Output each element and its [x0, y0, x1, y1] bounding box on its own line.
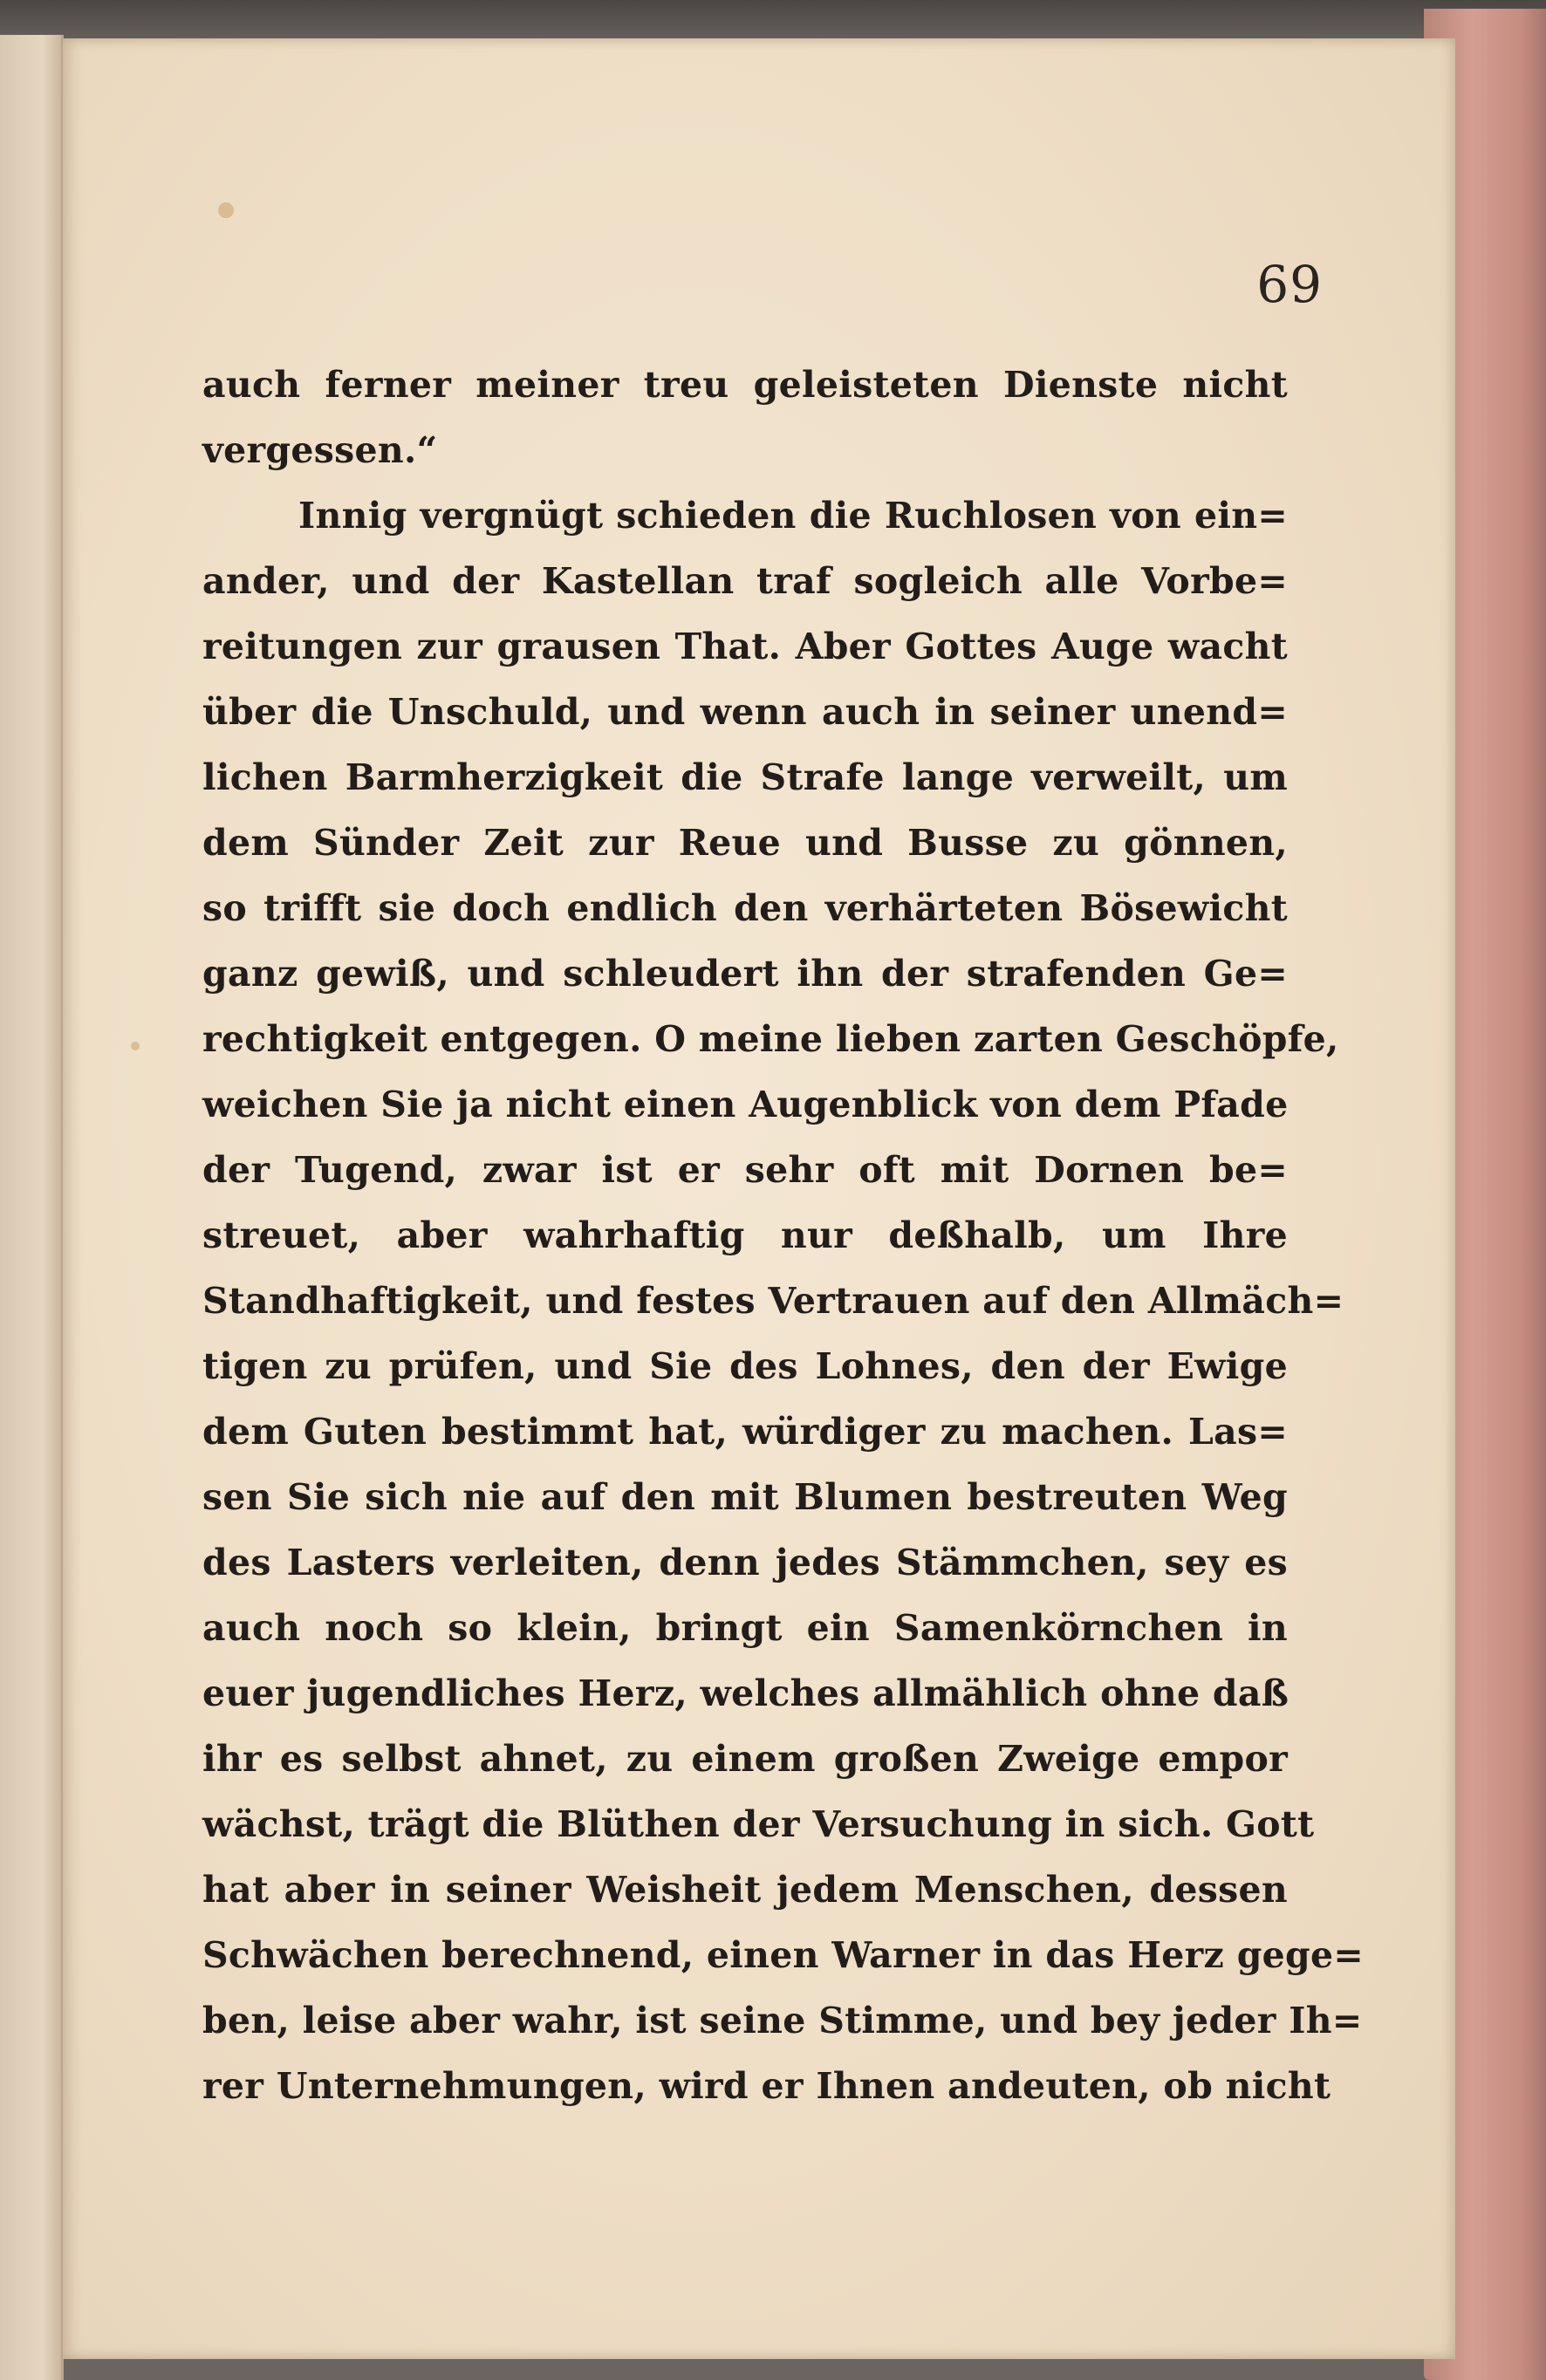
- body-text: [202, 352, 1365, 2119]
- paper-stain: [131, 1042, 140, 1050]
- text-line: dem Guten bestimmt hat, würdiger zu machen. Las=: [202, 1411, 1288, 1453]
- text-line: ander, und der Kastellan traf sogleich alle Vorbe=: [202, 560, 1288, 602]
- text-line: des Lasters verleiten, denn jedes Stämmchen, sey es: [202, 1542, 1288, 1583]
- page-number: 69: [1256, 255, 1323, 314]
- text-line: auch noch so klein, bringt ein Samenkörnchen in: [202, 1607, 1288, 1649]
- text-line: rer Unternehmungen, wird er Ihnen andeuten, ob nicht: [202, 2065, 1331, 2107]
- text-line: dem Sünder Zeit zur Reue und Busse zu gönnen,: [202, 822, 1288, 864]
- text-line: hat aber in seiner Weisheit jedem Menschen, dessen: [202, 1869, 1288, 1911]
- text-line: ben, leise aber wahr, ist seine Stimme, und bey jeder Ih=: [202, 2000, 1363, 2041]
- text-line: euer jugendliches Herz, welches allmählich ohne daß: [202, 1672, 1289, 1714]
- text-line: wächst, trägt die Blüthen der Versuchung in sich. Gott: [202, 1803, 1315, 1845]
- text-line: ihr es selbst ahnet, zu einem großen Zweige empor: [202, 1738, 1288, 1780]
- text-line: der Tugend, zwar ist er sehr oft mit Dornen be=: [202, 1149, 1288, 1191]
- text-line: vergessen.“: [202, 429, 438, 471]
- text-line: reitungen zur grausen That. Aber Gottes Auge wacht: [202, 626, 1288, 667]
- text-line: über die Unschuld, und wenn auch in seiner unend=: [202, 691, 1288, 733]
- text-line: sen Sie sich nie auf den mit Blumen bestreuten Weg: [202, 1476, 1288, 1518]
- text-line: so trifft sie doch endlich den verhärteten Bösewicht: [202, 887, 1288, 929]
- paper-stain: [218, 202, 234, 218]
- text-line: Standhaftigkeit, und festes Vertrauen auf den Allmäch=: [202, 1280, 1344, 1322]
- text-line: ganz gewiß, und schleudert ihn der strafenden Ge=: [202, 953, 1288, 995]
- text-line: streuet, aber wahrhaftig nur deßhalb, um Ihre: [202, 1214, 1288, 1256]
- text-line: auch ferner meiner treu geleisteten Dienste nicht: [202, 364, 1288, 406]
- text-line: weichen Sie ja nicht einen Augenblick von dem Pfade: [202, 1084, 1289, 1125]
- left-page-edge: [0, 35, 64, 2380]
- text-line: lichen Barmherzigkeit die Strafe lange verweilt, um: [202, 756, 1288, 798]
- text-line: Innig vergnügt schieden die Ruchlosen von ein=: [298, 495, 1288, 537]
- text-line: rechtigkeit entgegen. O meine lieben zarten Geschöpfe,: [202, 1018, 1339, 1060]
- book-page: [63, 38, 1455, 2359]
- text-line: tigen zu prüfen, und Sie des Lohnes, den der Ewige: [202, 1345, 1288, 1387]
- text-line: Schwächen berechnend, einen Warner in das Herz gege=: [202, 1934, 1365, 1976]
